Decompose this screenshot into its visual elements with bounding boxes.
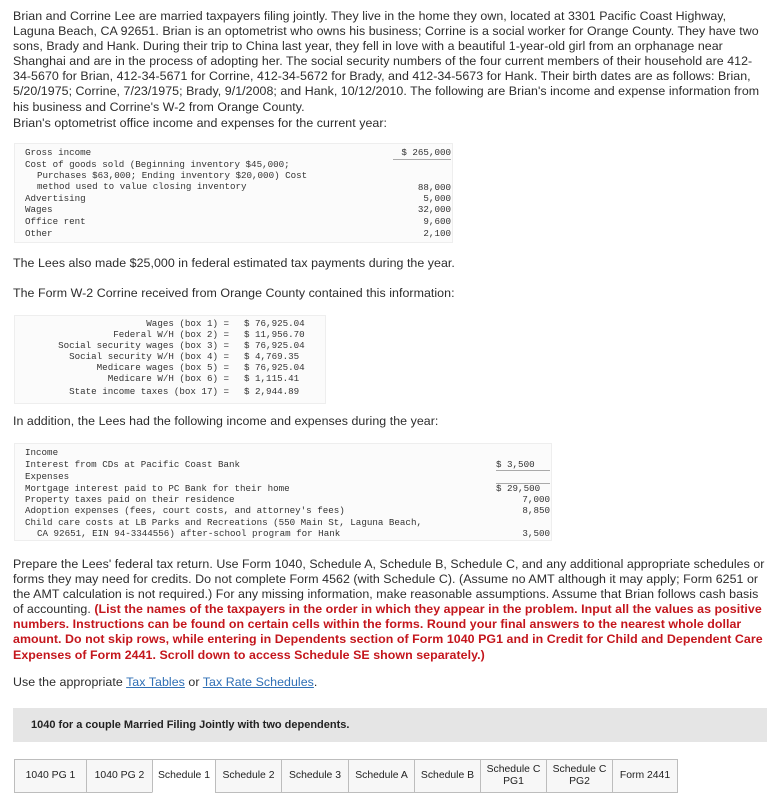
office-rule <box>393 159 451 160</box>
other-row-label: Property taxes paid on their residence <box>25 494 235 505</box>
w2-row-value: $ 76,925.04 <box>244 318 305 329</box>
intro-paragraph: Brian and Corrine Lee are married taxpayers filing jointly. They live in the home they own, located at 3301 Pacific Coast Highway, Laguna Beach, CA 92651. Brian is an optometrist who owns his business; Corrine is a social worker for Orange County. They have two sons, Brady and Hank. During their trip to China last year, they fell in love with a beautiful 1-year-old girl from an orphanage near Shanghai and are in the process of adopting her. The social security numbers of the four current members of their household are 412-34-5670 for Brian, 412-34-5671 for Corrine, 412-34-5672 for Brady, and 412-34-5673 for Hank. Their birth dates are as follows: Brian, 5/20/1975; Corrine, 7/23/1975; Brady, 9/1/2008; and Hank, 10/12/2010. The following are Brian's income and expense information from his business and Corrine's W-2 from Orange County. <box>13 9 760 114</box>
estimated-payments-text: The Lees also made $25,000 in federal estimated tax payments during the year. <box>13 256 455 270</box>
other-row-value: $ 29,500 <box>496 483 541 494</box>
w2-row-value: $ 2,944.89 <box>244 386 300 397</box>
other-row-value: 8,850 <box>522 505 550 516</box>
w2-row-value: $ 76,925.04 <box>244 362 305 373</box>
w2-row-label: Medicare W/H (box 6) = <box>107 373 229 384</box>
tab-form-2441[interactable]: Form 2441 <box>612 759 678 793</box>
tab-schedule-b[interactable]: Schedule B <box>414 759 480 793</box>
other-row-label: CA 92651, EIN 94-3344556) after-school program for Hank <box>37 528 341 539</box>
office-table <box>14 143 453 243</box>
instructions-emphasis: (List the names of the taxpayers in the order in which they appear in the problem. Input all the values as positive numbers. Instructions can be found on certain cells within the forms. Round your final answers to the nearest whole dollar amount. Do not skip rows, while entering in Dependents section of Form 1040 PG1 and in Credit for Child and Dependent Care Expenses of Form 2441. Scroll down to access Schedule SE shown separately.) <box>13 602 763 662</box>
other-section-heading: Income <box>25 447 59 458</box>
w2-row-label: Federal W/H (box 2) = <box>113 329 229 340</box>
w2-row-label: Social security wages (box 3) = <box>58 340 229 351</box>
w2-row-label: Wages (box 1) = <box>146 318 229 329</box>
office-row-value: 88,000 <box>417 182 451 193</box>
office-row-label: Purchases $63,000; Ending inventory $20,000) Cost <box>37 170 308 181</box>
other-row-label: Child care costs at LB Parks and Recreations (550 Main St, Laguna Beach, <box>25 517 422 528</box>
tab-1040-pg1[interactable]: 1040 PG 1 <box>14 759 86 793</box>
w2-row-value: $ 1,115.41 <box>244 373 300 384</box>
tab-schedule-c-pg2-label: Schedule C PG2 <box>552 764 607 787</box>
other-row-value: 3,500 <box>522 528 550 539</box>
filing-banner-text: 1040 for a couple Married Filing Jointly with two dependents. <box>31 719 350 731</box>
other-heading: In addition, the Lees had the following income and expenses during the year: <box>13 414 439 428</box>
tax-tables-link[interactable]: Tax Tables <box>126 675 185 689</box>
tax-tables-prefix: Use the appropriate <box>13 675 127 689</box>
form-tabs <box>14 759 678 793</box>
tab-schedule-c-pg1-label: Schedule C PG1 <box>486 764 541 787</box>
tab-schedule-3[interactable]: Schedule 3 <box>281 759 348 793</box>
office-row-label: Wages <box>25 204 53 215</box>
office-row-label: Other <box>25 228 53 239</box>
other-section-heading: Expenses <box>25 471 70 482</box>
office-row-value: $ 265,000 <box>401 147 451 158</box>
other-row-value: 7,000 <box>522 494 550 505</box>
tab-schedule-1[interactable]: Schedule 1 <box>152 759 215 793</box>
instructions-text: Prepare the Lees' federal tax return. Use Form 1040, Schedule A, Schedule B, Schedule C, and any additional appropriate schedules or forms they may need for credits. Do not complete Form 4562 (with Schedule C). (Assume no AMT although it may apply; Form 6251 or the AMT calculation is not required.) For any missing information, make reasonable assumptions. Assume that Brian follows cash basis of accounting. <box>13 557 765 617</box>
filing-banner <box>13 708 767 742</box>
office-row-label: Cost of goods sold (Beginning inventory $45,000; <box>25 159 290 170</box>
tax-tables-or: or <box>184 675 203 689</box>
office-row-label: method used to value closing inventory <box>37 181 247 192</box>
tab-schedule-c-pg1[interactable] <box>480 759 546 793</box>
office-row-value: 5,000 <box>423 193 451 204</box>
office-row-value: 9,600 <box>423 216 451 227</box>
tax-tables-suffix: . <box>313 675 318 689</box>
tax-tables-line <box>13 675 765 690</box>
office-row-label: Gross income <box>25 147 92 158</box>
w2-row-label: Social security W/H (box 4) = <box>69 351 229 362</box>
tab-schedule-a[interactable]: Schedule A <box>348 759 414 793</box>
w2-row-value: $ 4,769.35 <box>244 351 300 362</box>
tab-1040-pg2[interactable]: 1040 PG 2 <box>86 759 152 793</box>
other-row-label: Mortgage interest paid to PC Bank for their home <box>25 483 290 494</box>
office-row-value: 32,000 <box>417 204 451 215</box>
other-rule <box>496 470 550 471</box>
other-table <box>14 443 552 541</box>
w2-row-label: State income taxes (box 17) = <box>69 386 229 397</box>
w2-heading: The Form W-2 Corrine received from Orange County contained this information: <box>13 286 455 300</box>
office-row-value: 2,100 <box>423 228 451 239</box>
other-row-value: $ 3,500 <box>496 459 535 470</box>
instructions-paragraph <box>13 557 765 663</box>
w2-table <box>14 315 326 404</box>
tab-schedule-c-pg2[interactable] <box>546 759 612 793</box>
tab-schedule-2[interactable]: Schedule 2 <box>215 759 281 793</box>
other-row-label: Interest from CDs at Pacific Coast Bank <box>25 459 241 470</box>
other-row-label: Adoption expenses (fees, court costs, and attorney's fees) <box>25 505 345 516</box>
tax-rate-schedules-link[interactable]: Tax Rate Schedules <box>202 675 314 689</box>
w2-row-value: $ 11,956.70 <box>244 329 305 340</box>
w2-row-value: $ 76,925.04 <box>244 340 305 351</box>
office-row-label: Office rent <box>25 216 86 227</box>
w2-row-label: Medicare wages (box 5) = <box>96 362 229 373</box>
office-row-label: Advertising <box>25 193 86 204</box>
office-heading: Brian's optometrist office income and expenses for the current year: <box>13 116 387 130</box>
